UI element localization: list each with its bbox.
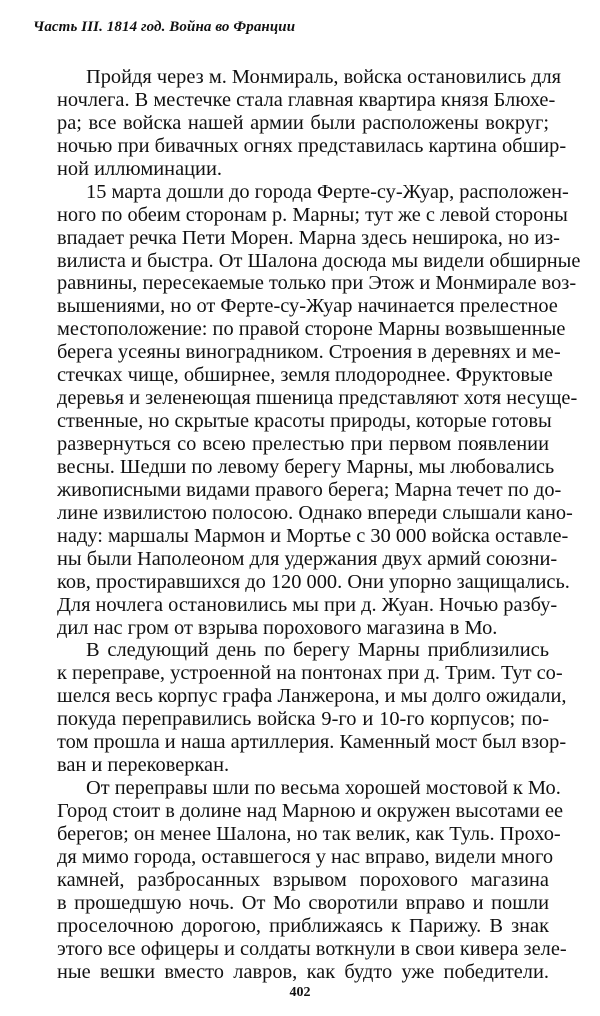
paragraph	[57, 639, 567, 777]
text-line: живописными видами правого берега; Марна течет по до-	[57, 478, 562, 501]
text-line: проселочною дорогою, приближаясь к Парижу. В знак	[57, 914, 549, 937]
text-line: впадает речка Пети Морен. Марна здесь неширока, но из-	[57, 226, 560, 249]
text-line: От переправы шли по весьма хорошей мостовой к Мо.	[86, 777, 561, 800]
text-line: весны. Шедши по левому берегу Марны, мы любовались	[57, 455, 555, 478]
text-line: ночью при бивачных огнях представилась картина обшир-	[57, 134, 567, 157]
text-line: ночлега. В местечке стала главная квартира князя Блюхе-	[57, 88, 556, 111]
paragraph	[57, 777, 567, 983]
text-line: наду: маршалы Мармон и Мортье с 30 000 войска оставле-	[57, 524, 569, 547]
text-line: покуда переправились войска 9-го и 10-го корпусов; по-	[57, 708, 549, 731]
text-line: ван и перековеркан.	[57, 754, 230, 777]
text-line: ков, простиравшихся до 120 000. Они упорно защищались.	[57, 570, 570, 593]
text-line: шелся весь корпус графа Ланжерона, и мы долго ожидали,	[57, 685, 567, 708]
text-line: вышениями, но от Ферте-су-Жуар начинается прелестное	[57, 295, 558, 318]
text-line: ной иллюминации.	[57, 157, 222, 180]
text-line: к переправе, устроенной на понтонах при д. Трим. Тут со-	[57, 662, 563, 685]
text-line: ны были Наполеоном для удержания двух армий союзни-	[57, 547, 558, 570]
text-line: Для ночлега остановились мы при д. Жуан. Ночью разбу-	[57, 593, 558, 616]
text-line: берега усеяны виноградником. Строения в деревнях и ме-	[57, 341, 561, 364]
text-line: деревья и зеленеющая пшеница представляют хотя несуще-	[57, 387, 578, 410]
text-line: В следующий день по берегу Марны приблизились	[86, 639, 549, 662]
page-number: 402	[289, 985, 311, 1000]
text-line: Город стоит в долине над Марною и окружен высотами ее	[57, 800, 564, 822]
text-line: ные вешки вместо лавров, как будто уже победители.	[57, 960, 549, 983]
paragraph	[57, 66, 567, 181]
text-line: ра; все войска нашей армии были расположены вокруг;	[57, 111, 549, 134]
text-line: в прошедшую ночь. От Мо своротили вправо и пошли	[57, 891, 549, 914]
text-line: дил нас гром от взрыва порохового магазина в Мо.	[57, 616, 498, 639]
text-line: этого все офицеры и солдаты воткнули в свои кивера зеле-	[57, 937, 567, 960]
body-text	[57, 66, 581, 984]
text-line: том прошла и наша артиллерия. Каменный мост был взор-	[57, 731, 567, 754]
text-line: Пройдя через м. Монмираль, войска остановились для	[86, 66, 562, 88]
running-header: Часть III. 1814 год. Война во Франции	[33, 19, 296, 35]
paragraph	[57, 180, 581, 640]
text-line: равнины, пересекаемые только при Этож и Монмирале воз-	[57, 272, 577, 295]
text-line: 15 марта дошли до города Ферте-су-Жуар, расположен-	[86, 180, 569, 203]
text-line: камней, разбросанных взрывом порохового магазина	[57, 868, 549, 891]
text-line: вилиста и быстра. От Шалона досюда мы видели обширные	[57, 249, 581, 272]
text-line: ственные, но скрытые красоты природы, которые готовы	[57, 410, 552, 433]
text-line: развернуться со всею прелестью при первом появлении	[57, 433, 549, 455]
text-line: местоположение: по правой стороне Марны возвышенные	[57, 318, 566, 341]
text-line: берегов; он менее Шалона, но так велик, как Туль. Прохо-	[57, 822, 561, 845]
text-line: стечках чище, обширнее, земля плодороднее. Фруктовые	[57, 364, 553, 387]
text-line: дя мимо города, оставшегося у нас вправо, видели много	[57, 845, 554, 868]
text-line: лине извилистою полосою. Однако впереди слышали кано-	[57, 501, 573, 524]
text-line: ного по обеим сторонам р. Марны; тут же с левой стороны	[57, 203, 568, 226]
